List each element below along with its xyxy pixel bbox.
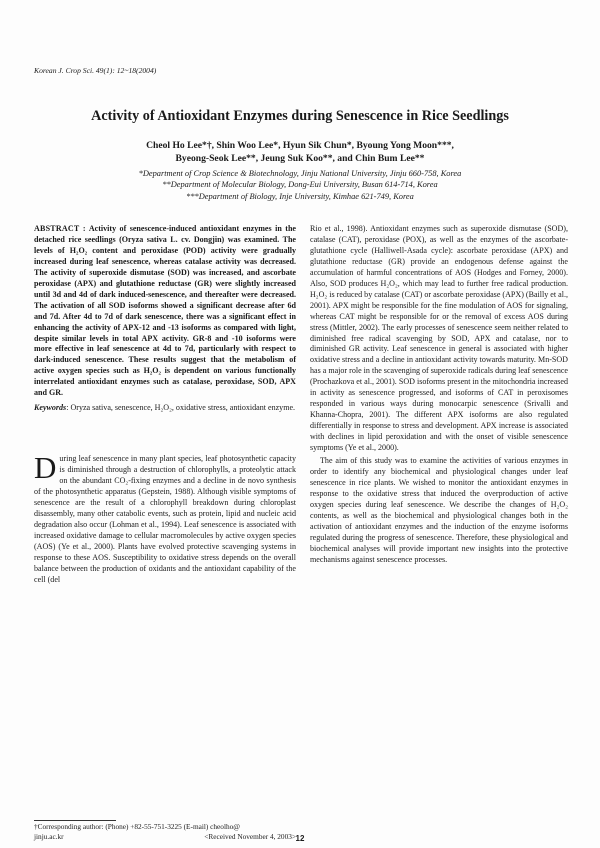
intro-paragraph-2: The aim of this study was to examine the activities of various enzymes in order to identify any biochemical and physiological changes under leaf senescence in rice plants. We wished to monitor the antioxidant enzymes in response to the oxidative stress that induced the overproduction of active oxygen species during leaf senescence. We describe the changes of H₂O₂ contents, as well as the biochemical and physiological changes both in the activation of antioxidant enzymes and the induction of the enzyme isoforms regulated during the progress of senescence. Therefore, these physiological and biochemical analyses will provide important new insights into the protective mechanisms against senescence processes. [310, 456, 568, 564]
abstract-text: Activity of senescence-induced antioxidant enzymes in the detached rice seedlings (Oryza sativa L. cv. Dongjin) was examined. The levels of H₂O₂ content and peroxidase (POD) activity were gradually increased during leaf senescence, whereas catalase activity was decreased. The activity of superoxide dismutase (SOD) was increased, and ascorbate peroxidase (APX) and glutathione reductase (GR) were slightly increased until 3d and 4d of dark induced-senescence, and thereafter were decreased. The activation of all SOD isoforms showed a significant decrease after 6d and 7d. After 4d to 7d of dark senescence, there was a significant effect in enhancing the activity of APX-12 and -13 isoforms as compared with light, despite similar levels in total APX activity. GR-8 and -10 isoforms were more effective in leaf senescence at 4d to 7d, particularly with respect to dark-induced senescence. These results suggest that the metabolism of active oxygen species such as H₂O₂ is dependent on various functionally interrelated antioxidant enzymes such as catalase, peroxidase, SOD, APX and GR. [34, 224, 296, 398]
affiliations [60, 168, 540, 202]
received-date: <Received November 4, 2003> [204, 832, 296, 841]
intro-paragraph-1: uring leaf senescence in many plant species, leaf photosynthetic capacity is diminished through a destruction of chlorophylls, a proteolytic attack on the abundant CO₂-fixing enzymes and a decline in de novo synthesis of the photosynthetic apparatus (Gepstein, 1988). Although visible symptoms of senescence are the result of a chlorophyll breakdown during chloroplast disassembly, many other catabolic events, such as protein, lipid and nucleic acid degradation also occur (Lohman et al., 1994). Leaf senescence is associated with increased oxidative damage to cellular macromolecules by active oxygen species (AOS) (Ye et al., 2000). Plants have evolved protective scavenging systems in response to these AOS. Susceptibility to oxidative stress depends on the overall balance between the production of oxidants and the antioxidant capability of the cell (del [34, 454, 296, 584]
introduction-left [34, 450, 296, 585]
drop-cap: D [34, 450, 57, 486]
page-number: 12 [295, 834, 305, 843]
affiliation-3: ***Department of Biology, Inje University, Kimhae 621-749, Korea [186, 191, 414, 201]
author-list [60, 139, 540, 165]
footnote-divider [34, 820, 116, 821]
right-column [310, 224, 568, 566]
keywords [34, 403, 296, 414]
abstract-label: ABSTRACT : [34, 224, 86, 233]
authors-line-1: Cheol Ho Lee*†, Shin Woo Lee*, Hyun Sik Chun*, Byoung Yong Moon***, [146, 140, 454, 151]
affiliation-1: *Department of Crop Science & Biotechnology, Jinju National University, Jinju 660-758, Korea [138, 169, 462, 178]
journal-citation: Korean J. Crop Sci. 49(1): 12~18(2004) [34, 66, 157, 75]
keywords-label: Keywords [34, 403, 67, 413]
footnote-email-end: jinju.ac.kr [34, 832, 64, 841]
keywords-text: : Oryza sativa, senescence, H₂O₂, oxidative stress, antioxidant enzyme. [66, 403, 296, 413]
paper-title: Activity of Antioxidant Enzymes during Senescence in Rice Seedlings [91, 108, 509, 124]
authors-line-2: Byeong-Seok Lee**, Jeung Suk Koo**, and Chin Bum Lee** [175, 153, 425, 164]
affiliation-2: **Department of Molecular Biology, Dong-Eui University, Busan 614-714, Korea [162, 180, 438, 190]
abstract [34, 224, 296, 399]
footnote-line-1: †Corresponding author: (Phone) +82-55-751-3225 (E-mail) cheolho@ [34, 822, 240, 831]
intro-paragraph-1-continued: Rio et al., 1998). Antioxidant enzymes such as superoxide dismutase (SOD), catalase (CAT), peroxidase (POX), as well as the enzymes of the ascorbate-glutathione cycle (Halliwell-Asada cycle): ascorbate peroxidase (APX) and glutathione reductase (GR) provide an endogenous defense against the accumulation of harmful concentrations of AOS (Hodges and Forney, 2000). Also, SOD produces H₂O₂, which may lead to further free radical production. H₂O₂ is reduced by catalase (CAT) or ascorbate peroxidase (APX) (Bailly et al., 2001). APX might be responsible for the fine modulation of AOS for signaling, whereas CAT might be responsible for or the removal of excess AOS during stress (Mittler, 2002). The early processes of senescence seem neither related to diminished free radical scavenging by SOD, APX and catalase, nor to diminished GR activity. Leaf senescence in general is associated with higher oxidative stress and a decline in antioxidant activity towards maturity. Mn-SOD has a major role in the scavenging of superoxide radicals during leaf senescence (Prochazkova et al., 2001). SOD isoforms present in the mitochondria increased in activity as senescence progressed, and isoforms of CAT in peroxisomes responded in various ways during monocarpic senescence (Srivalli and Khanna-Chopra, 2001). The different APX isoforms are also regulated differentially in response to stress and development. APX increase is associated with declines in lipid peroxidation and with the onset of visible senescence symptoms (Ye et al., 2000). [310, 224, 568, 453]
left-column [34, 224, 296, 586]
